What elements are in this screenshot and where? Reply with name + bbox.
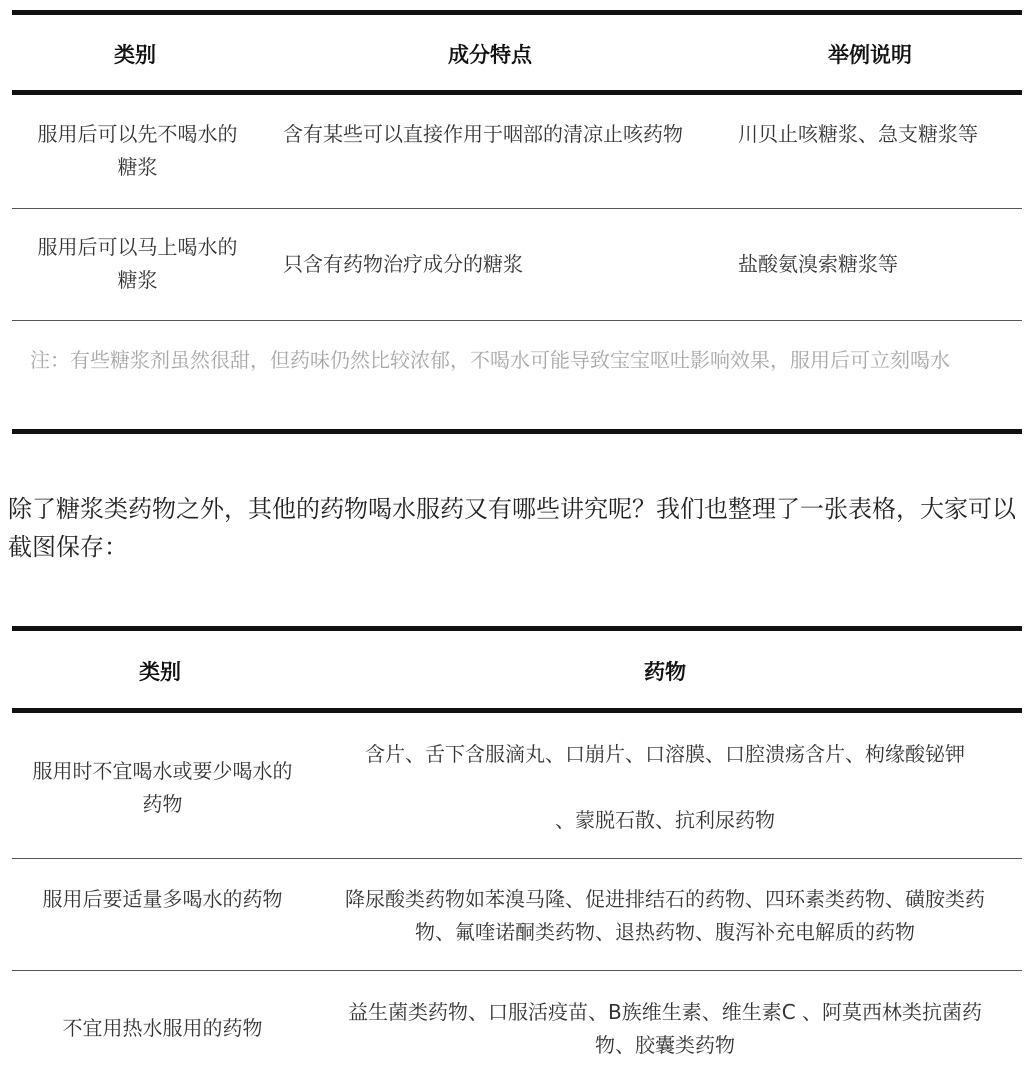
table2-row1-category: 服用时不宜喝水或要少喝水的药物 [32, 759, 293, 816]
table1-row2-category: 服用后可以马上喝水的糖浆 [37, 235, 238, 292]
table1-header-example: 举例说明 [828, 43, 912, 67]
table1-row-divider [12, 320, 1022, 321]
table1-header-category: 类别 [114, 43, 156, 67]
table1-header-feature: 成分特点 [448, 43, 532, 67]
table1-header-rule [12, 90, 1022, 95]
table2-row2-drugs: 降尿酸类药物如苯溴马隆、促进排结石的药物、四环素类药物、磺胺类药物、氟喹诺酮类药物、退热药物、腹泻补充电解质的药物 [345, 887, 985, 944]
table2-row1-drugs-cont: 、蒙脱石散、抗利尿药物 [555, 808, 775, 832]
table1-note: 注：有些糖浆剂虽然很甜，但药味仍然比较浓郁，不喝水可能导致宝宝呕吐影响效果，服用后可立刻喝水 [30, 348, 950, 372]
table2-header-rule [12, 708, 1022, 713]
table2-header-drugs: 药物 [644, 660, 686, 684]
table2-row1-drugs: 含片、舌下含服滴丸、口崩片、口溶膜、口腔溃疡含片、枸缘酸铋钾 [365, 742, 965, 766]
intro-paragraph: 除了糖浆类药物之外，其他的药物喝水服药又有哪些讲究呢？我们也整理了一张表格，大家可以截图保存： [8, 495, 1016, 561]
table2-header-category: 类别 [139, 660, 181, 684]
table1-row-divider [12, 208, 1022, 209]
table2-row2-category: 服用后要适量多喝水的药物 [42, 887, 283, 911]
table1-top-rule [12, 10, 1022, 15]
table1-row1-feature: 含有某些可以直接作用于咽部的清凉止咳药物 [283, 122, 683, 146]
table1-row2-feature: 只含有药物治疗成分的糖浆 [283, 252, 523, 276]
table1-bottom-rule [12, 429, 1022, 434]
table1-row1-category: 服用后可以先不喝水的糖浆 [37, 122, 238, 179]
table1-row1-example: 川贝止咳糖浆、急支糖浆等 [738, 122, 978, 146]
table2-top-rule [12, 626, 1022, 631]
table2-row-divider [12, 970, 1022, 971]
table2-row3-category: 不宜用热水服用的药物 [62, 1016, 263, 1040]
table2-row-divider [12, 858, 1022, 859]
table1-row2-example: 盐酸氨溴索糖浆等 [738, 252, 898, 276]
table2-row3-drugs: 益生菌类药物、口服活疫苗、B族维生素、维生素C 、阿莫西林类抗菌药物、胶囊类药物 [347, 1000, 983, 1057]
